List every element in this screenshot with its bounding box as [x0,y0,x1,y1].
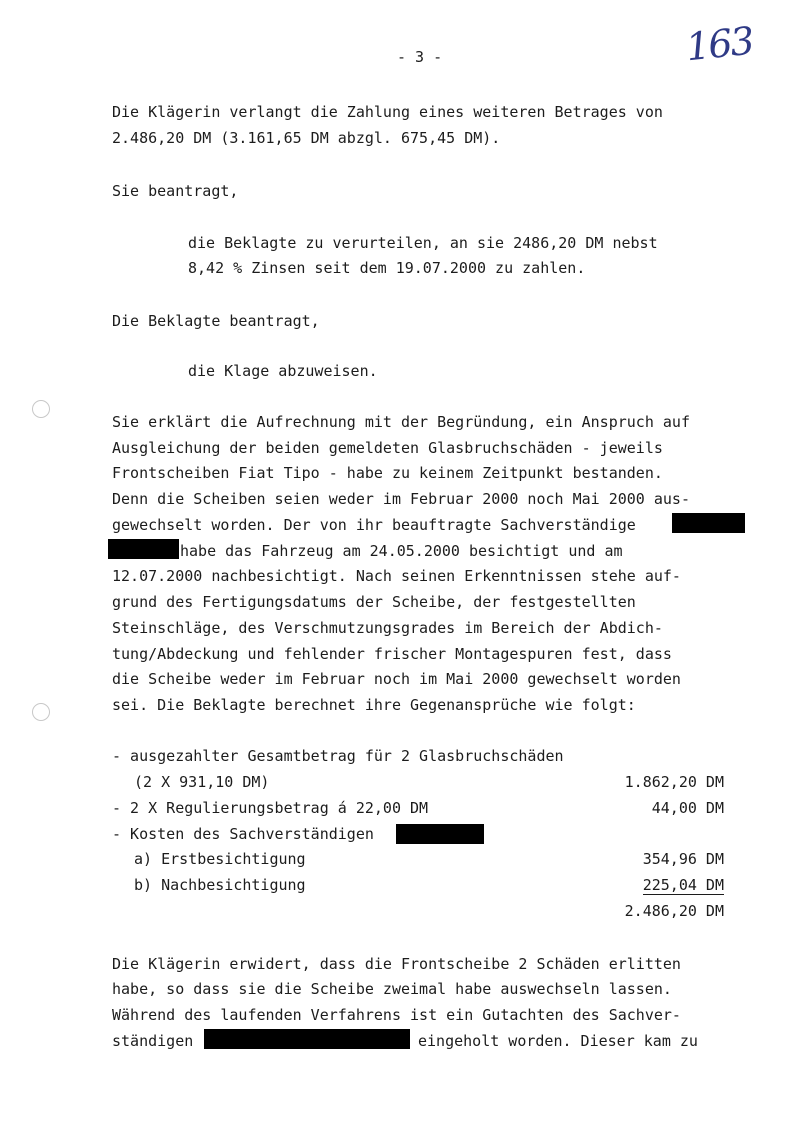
calc-line: b) Nachbesichtigung [134,876,306,894]
calc-amount: 225,04 DM [642,876,724,894]
text-line: tung/Abdeckung und fehlender frischer Montagespuren fest, dass [112,645,672,663]
calc-line: a) Erstbesichtigung [134,850,306,868]
punch-hole [32,400,50,418]
calc-line: - 2 X Regulierungsbetrag á 22,00 DM [112,799,429,817]
handwritten-page-number: 163 [683,18,755,70]
calc-amount: 44,00 DM [651,799,724,817]
text-line: die Beklagte zu verurteilen, an sie 2486,20 DM nebst [188,234,658,252]
text-line: die Klage abzuweisen. [188,362,378,380]
text-line: die Scheibe weder im Februar noch im Mai 2000 gewechselt worden [112,670,681,688]
calc-amount: 1.862,20 DM [624,773,724,791]
text-line: 12.07.2000 nachbesichtigt. Nach seinen Erkenntnissen stehe auf- [112,567,681,585]
text-line: Sie erklärt die Aufrechnung mit der Begründung, ein Anspruch auf [112,413,690,431]
text-line: gewechselt worden. Der von ihr beauftragte Sachverständige [112,516,636,534]
calc-line: (2 X 931,10 DM) [134,773,270,791]
text-line: Die Klägerin erwidert, dass die Frontscheibe 2 Schäden erlitten [112,955,681,973]
punch-hole [32,703,50,721]
text-line: ständigen [112,1032,194,1050]
page-number: - 3 - [397,48,443,66]
text-line: Denn die Scheiben seien weder im Februar 2000 noch Mai 2000 aus- [112,490,690,508]
text-line: Frontscheiben Fiat Tipo - habe zu keinem Zeitpunkt bestanden. [112,464,663,482]
text-line: grund des Fertigungsdatums der Scheibe, der festgestellten [112,593,636,611]
text-line: Die Klägerin verlangt die Zahlung eines weiteren Betrages von [112,103,663,121]
redaction-bar [396,824,484,844]
text-line: 2.486,20 DM (3.161,65 DM abzgl. 675,45 DM). [112,129,501,147]
text-line: sei. Die Beklagte berechnet ihre Gegenansprüche wie folgt: [112,696,636,714]
calc-total: 2.486,20 DM [624,902,724,920]
text-line: eingeholt worden. Dieser kam zu [418,1032,698,1050]
text-line: Während des laufenden Verfahrens ist ein Gutachten des Sachver- [112,1006,681,1024]
text-line: habe, so dass sie die Scheibe zweimal habe auswechseln lassen. [112,980,672,998]
redaction-bar [204,1029,410,1049]
text-line: Die Beklagte beantragt, [112,312,320,330]
text-line: habe das Fahrzeug am 24.05.2000 besichtigt und am [180,542,623,560]
redaction-bar [672,513,745,533]
calc-line: - ausgezahlter Gesamtbetrag für 2 Glasbruchschäden [112,747,564,765]
text-line: Sie beantragt, [112,182,239,200]
text-line: Ausgleichung der beiden gemeldeten Glasbruchschäden - jeweils [112,439,663,457]
redaction-bar [108,539,179,559]
calc-amount: 354,96 DM [642,850,724,868]
text-line: Steinschläge, des Verschmutzungsgrades im Bereich der Abdich- [112,619,663,637]
text-line: 8,42 % Zinsen seit dem 19.07.2000 zu zahlen. [188,259,586,277]
calc-line: - Kosten des Sachverständigen [112,825,374,843]
